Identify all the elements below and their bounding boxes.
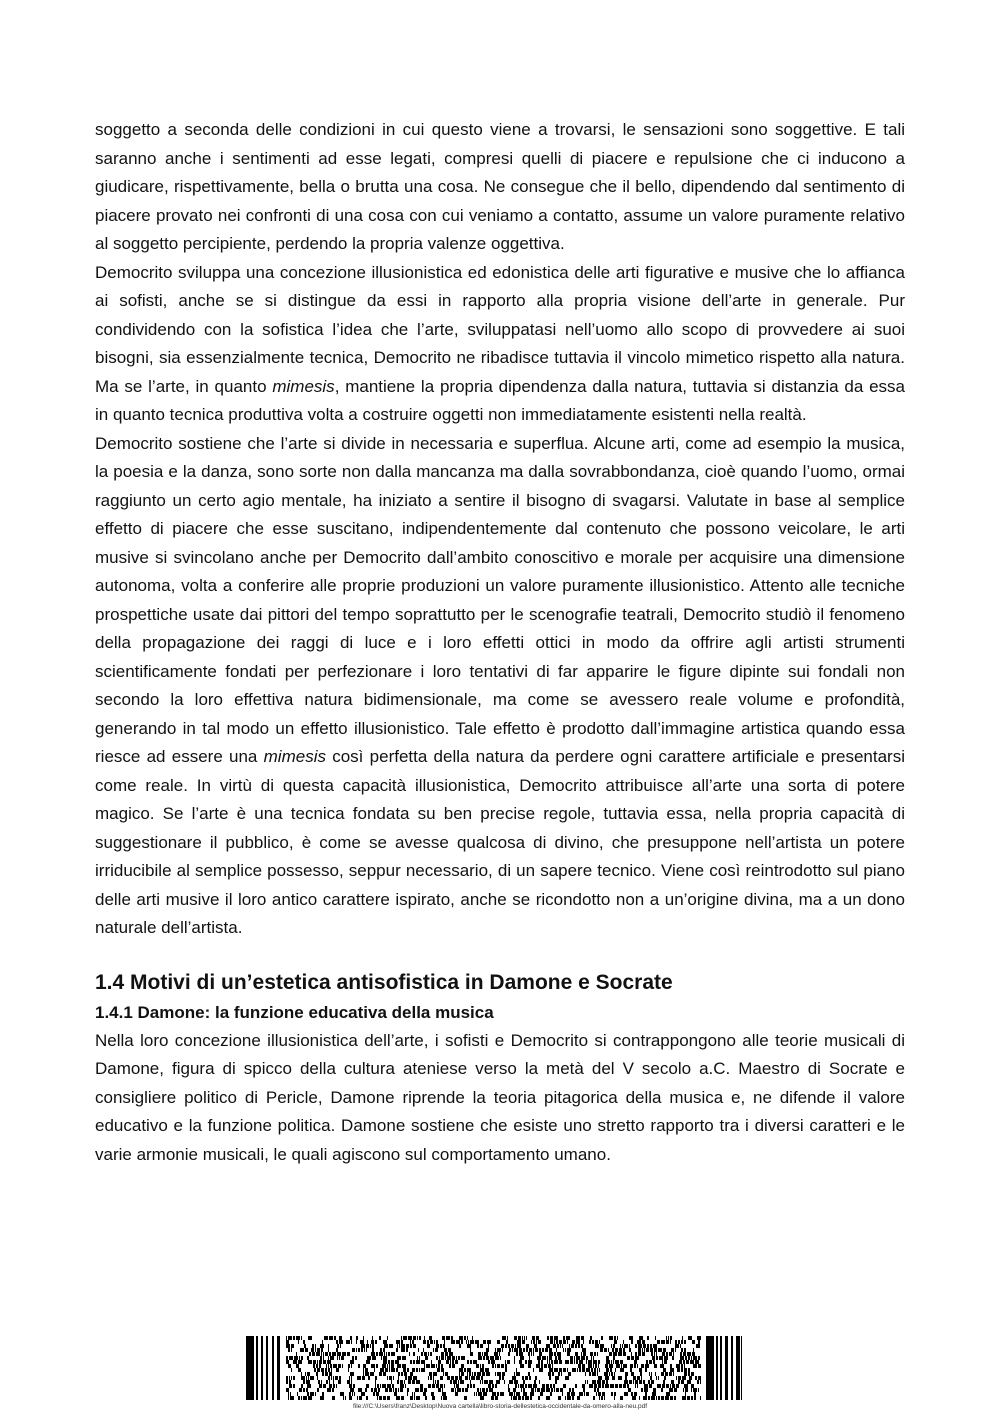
subsection-heading: 1.4.1 Damone: la funzione educativa della musica xyxy=(95,1002,494,1022)
body-paragraph-2 xyxy=(95,259,905,430)
paragraph-text: così perfetta della natura da perdere ogni carattere artificiale e presentarsi come reale. In virtù di questa capacità illusionistica, Democrito attribuisce all’arte una sorta di potere magico. Se l’arte è una tecnica fondata su ben precise regole, tuttavia essa, nella propria capacità di suggestionare il pubblico, è come se avesse qualcosa di divino, che presuppone nell’artista un potere irriducibile al semplice possesso, seppur necessario, di un sapere tecnico. Viene così reintrodotto sul piano delle arti musive il loro antico carattere ispirato, anche se ricondotto non a un’origine divina, ma a un dono naturale dell’artista. xyxy=(95,747,905,937)
italic-term: mimesis xyxy=(263,747,326,766)
paragraph-text: Democrito sviluppa una concezione illusionistica ed edonistica delle arti figurative e musive che lo affianca ai sofisti, anche se si distingue da essi in rapporto alla propria visione dell’arte in generale. Pur condividendo con la sofistica l’idea che l’arte, sviluppatasi nell’uomo allo scopo di provvedere ai suoi bisogni, sia essenzialmente tecnica, Democrito ne ribadisce tuttavia il vincolo mimetico rispetto alla natura. Ma se l’arte, in quanto xyxy=(95,262,905,396)
italic-term: mimesis xyxy=(272,376,335,396)
file-path-footer: file:///C:\Users\franz\Desktop\Nuova cartella\libro-storia-dellestetica-occidentale-da-omero-alla-neu.pdf xyxy=(352,1403,648,1410)
paragraph-text: Democrito sostiene che l’arte si divide in necessaria e superflua. Alcune arti, come ad esempio la musica, la poesia e la danza, sono sorte non dalla mancanza ma dalla sovrabbondanza, cioè quando l’uomo, ormai raggiunto un certo agio mentale, ha iniziato a sentire il bisogno di svagarsi. Valutate in base al semplice effetto di piacere che esse suscitano, indipendentemente dal contenuto che possono veicolare, le arti musive si svincolano anche per Democrito dall’ambito conoscitivo e morale per acquisire una dimensione autonoma, volta a conferire alle proprie produzioni un valore puramente illusionistico. Attento alle tecniche prospettiche usate dai pittori del tempo soprattutto per le scenografie teatrali, Democrito studiò il fenomeno della propagazione dei raggi di luce e i loro effetti ottici in modo da offrire agli artisti strumenti scientificamente fondati per perfezionare i loro tentativi di far apparire le figure dipinte sui fondali non secondo la loro effettiva natura bidimensionale, ma come se avessero reale volume e profondità, generando in tal modo un effetto illusionistico. Tale effetto è prodotto dall’immagine artistica quando essa riesce ad essere una xyxy=(95,433,905,766)
section-heading: 1.4 Motivi di un’estetica antisofistica in Damone e Socrate xyxy=(95,970,673,994)
paragraph-text: soggetto a seconda delle condizioni in cui questo viene a trovarsi, le sensazioni sono soggettive. E tali saranno anche i sentimenti ad esse legati, compresi quelli di piacere e repulsione che ci inducono a giudicare, rispettivamente, bella o brutta una cosa. Ne consegue che il bello, dipendendo dal sentimento di piacere provato nei confronti di una cosa con cui veniamo a contatto, assume un valore puramente relativo al soggetto percipiente, perdendo la propria valenze oggettiva. xyxy=(95,120,905,253)
document-page xyxy=(95,116,905,1169)
pdf417-barcode-icon xyxy=(246,1336,742,1400)
body-paragraph-3 xyxy=(95,430,905,943)
body-paragraph-1 xyxy=(95,116,905,259)
paragraph-text: , mantiene la propria dipendenza dalla natura, tuttavia si distanzia da essa in quanto tecnica produttiva volta a costruire oggetti non immediatamente esistenti nella realtà. xyxy=(95,376,905,424)
section-paragraph: Nella loro concezione illusionistica dell’arte, i sofisti e Democrito si contrappongono alle teorie musicali di Damone, figura di spicco della cultura ateniese verso la metà del V secolo a.C. Maestro di Socrate e consigliere politico di Pericle, Damone riprende la teoria pitagorica della musica e, ne difende il valore educativo e la funzione politica. Damone sostiene che esiste uno stretto rapporto tra i diversi caratteri e le varie armonie musicali, le quali agiscono sul comportamento umano. xyxy=(95,1030,905,1164)
